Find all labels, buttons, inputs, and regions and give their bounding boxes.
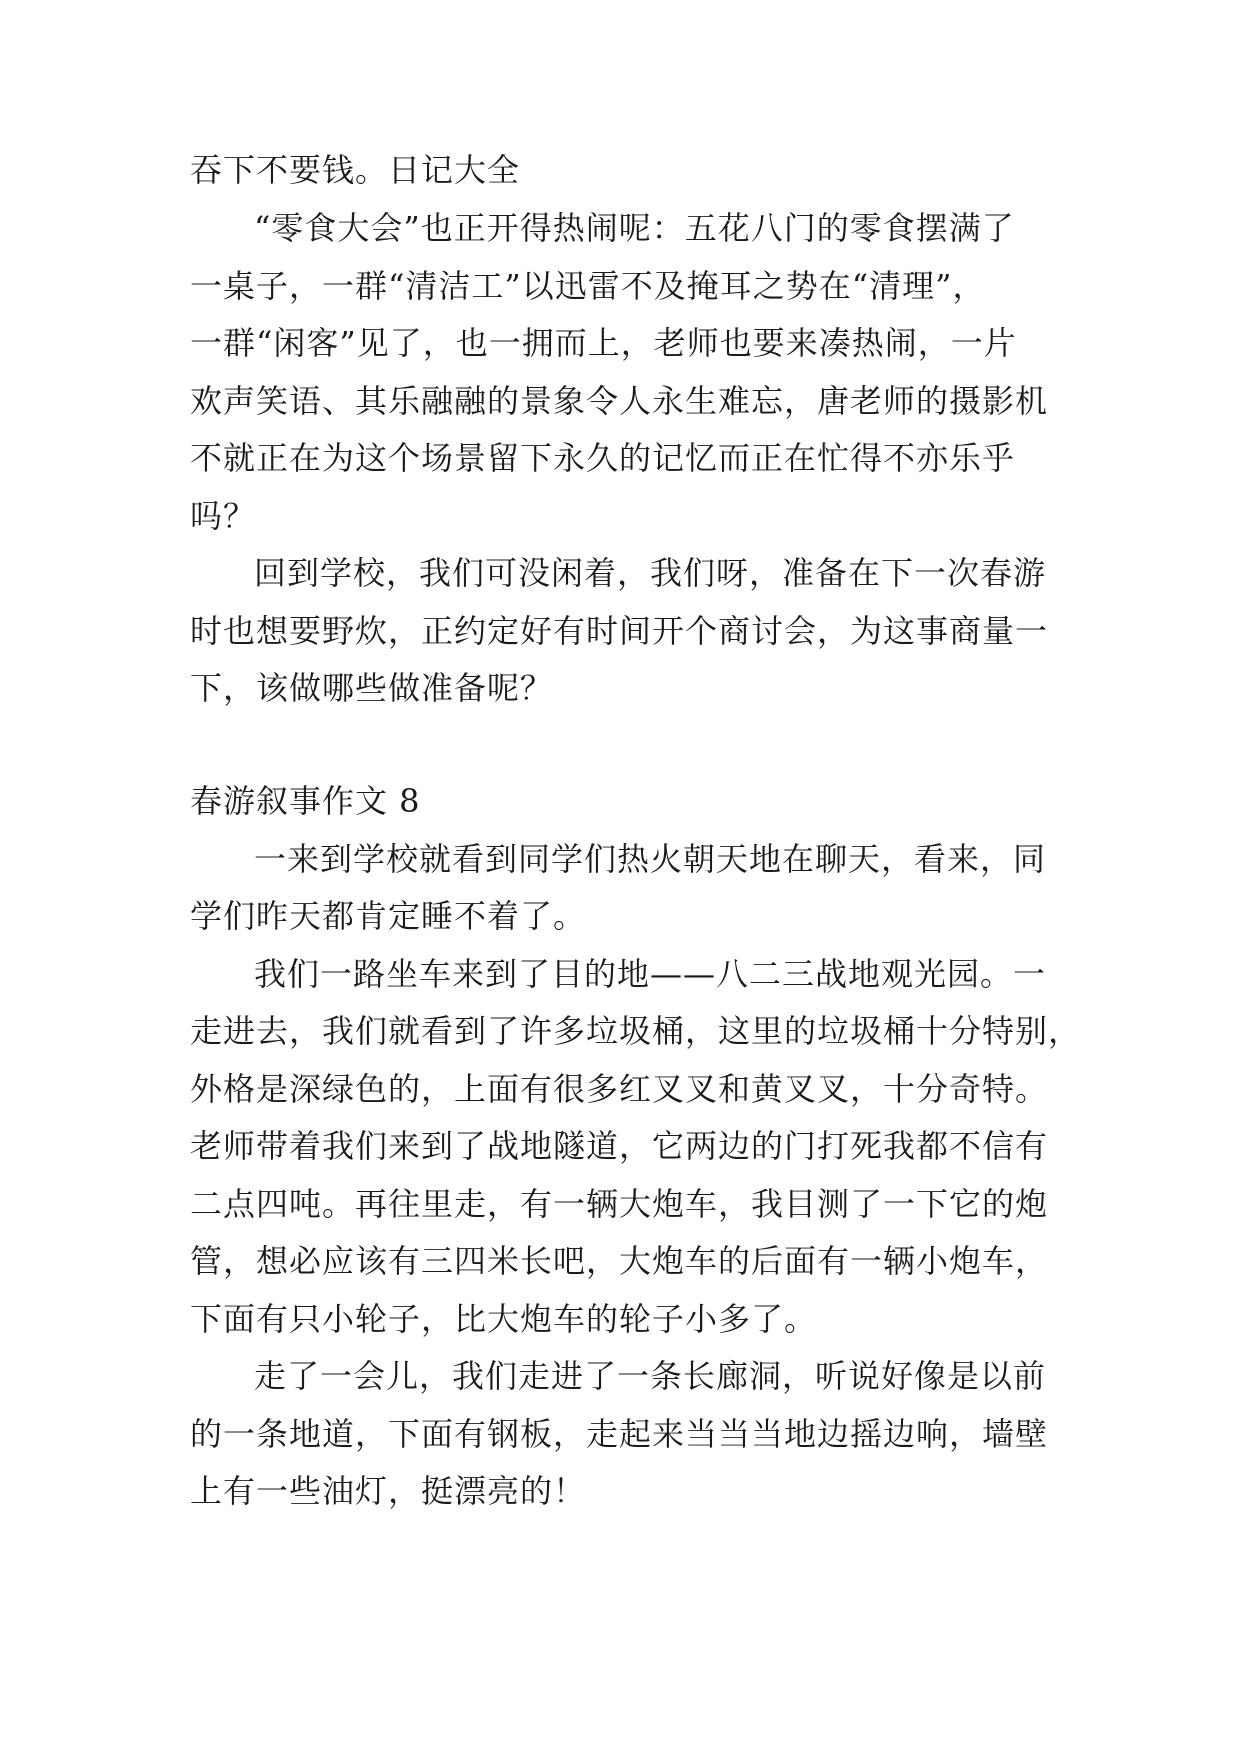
text-line: 学们昨天都肯定睡不着了。 xyxy=(190,897,587,935)
section-heading: 春游叙事作文 8 xyxy=(190,782,421,820)
text-line: 吗？ xyxy=(190,497,257,535)
text-line: 二点四吨。再往里走，有一辆大炮车，我目测了一下它的炮 xyxy=(190,1185,1049,1223)
text-line: 管，想必应该有三四米长吧，大炮车的后面有一辆小炮车， xyxy=(190,1242,1049,1280)
paragraph-start-line: “零食大会”也正开得热闹呢：五花八门的零食摆满了 xyxy=(254,209,1015,247)
text-line: 一群“闲客”见了，也一拥而上，老师也要来凑热闹，一片 xyxy=(190,324,1017,362)
paragraph-start-line: 走了一会儿，我们走进了一条长廊洞，听说好像是以前 xyxy=(254,1357,1047,1395)
text-line: 欢声笑语、其乐融融的景象令人永生难忘，唐老师的摄影机 xyxy=(190,382,1049,420)
text-line: 下，该做哪些做准备呢？ xyxy=(190,669,554,707)
text-line: 下面有只小轮子，比大炮车的轮子小多了。 xyxy=(190,1300,818,1338)
text-line: 不就正在为这个场景留下永久的记忆而正在忙得不亦乐乎 xyxy=(190,439,1016,477)
text-line: 外格是深绿色的，上面有很多红叉叉和黄叉叉，十分奇特。 xyxy=(190,1070,1049,1108)
text-line: 上有一些油灯，挺漂亮的！ xyxy=(190,1472,587,1510)
text-line: 一桌子，一群“清洁工”以迅雷不及掩耳之势在“清理”， xyxy=(190,267,986,305)
text-line: 吞下不要钱。日记大全 xyxy=(190,151,521,189)
paragraph-start-line: 我们一路坐车来到了目的地——八二三战地观光园。一 xyxy=(254,955,1047,993)
text-line: 的一条地道，下面有钢板，走起来当当当地边摇边响，墙壁 xyxy=(190,1415,1049,1453)
paragraph-start-line: 回到学校，我们可没闲着，我们呀，准备在下一次春游 xyxy=(254,554,1047,592)
text-line: 老师带着我们来到了战地隧道，它两边的门打死我都不信有 xyxy=(190,1127,1049,1165)
text-line: 时也想要野炊，正约定好有时间开个商讨会，为这事商量一 xyxy=(190,612,1049,650)
paragraph-start-line: 一来到学校就看到同学们热火朝天地在聊天，看来，同 xyxy=(254,840,1047,878)
text-line: 走进去，我们就看到了许多垃圾桶，这里的垃圾桶十分特别， xyxy=(190,1012,1082,1050)
